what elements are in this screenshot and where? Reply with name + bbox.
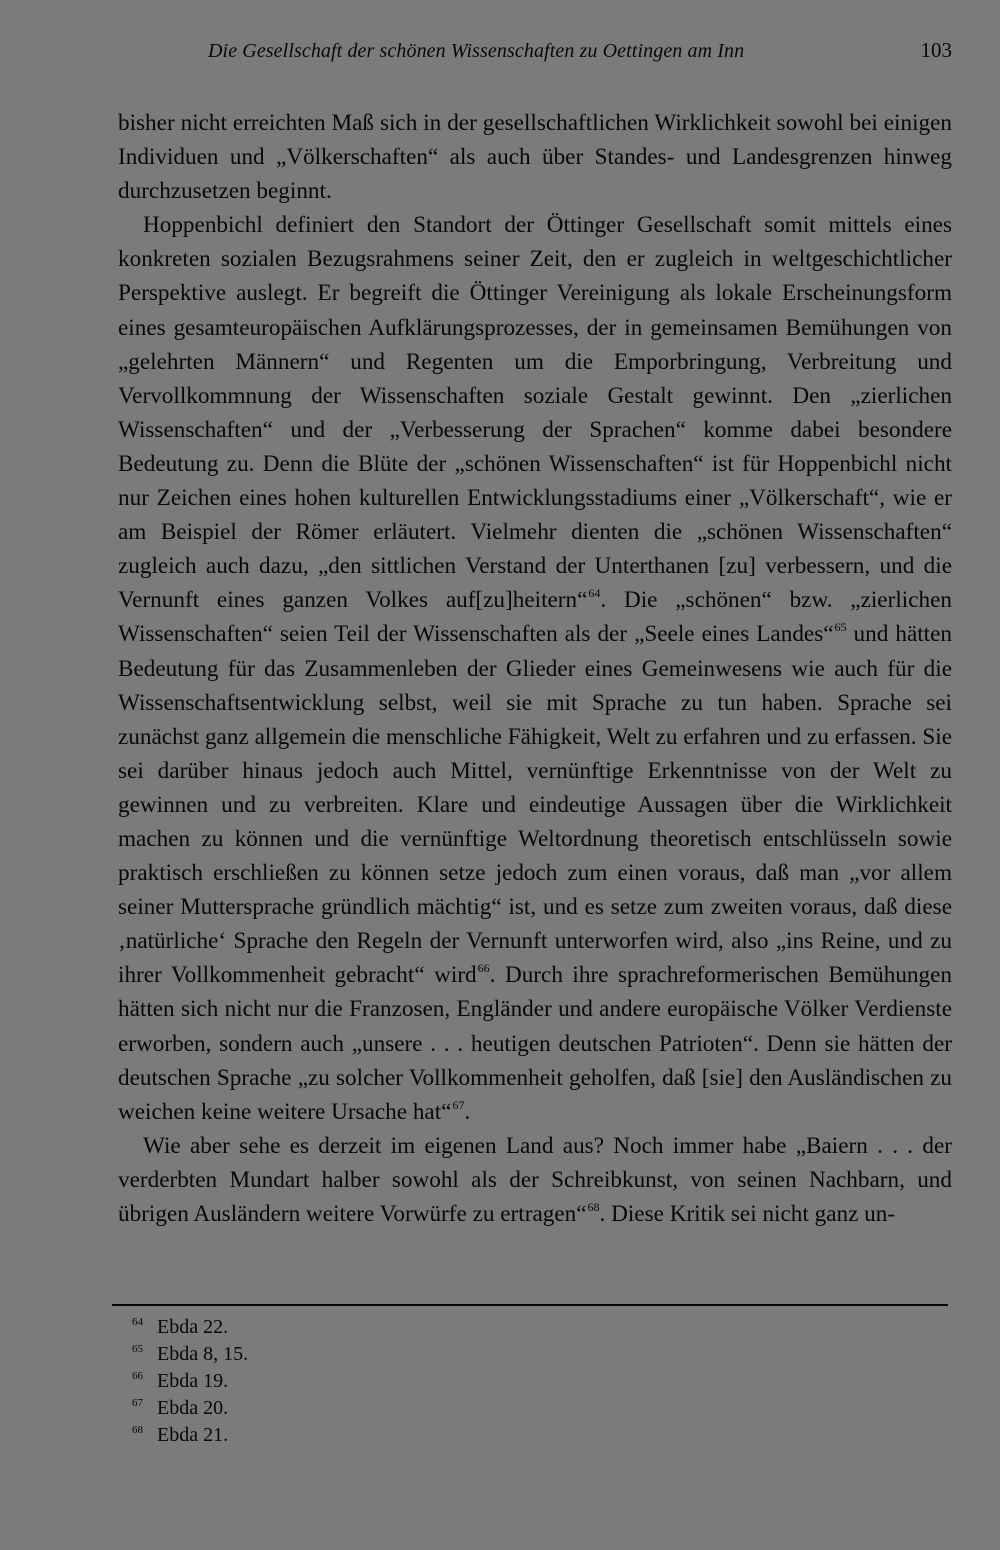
page-number: 103 bbox=[920, 38, 952, 62]
footnote-divider bbox=[112, 1304, 948, 1306]
footnote-mark: 68 bbox=[132, 1424, 143, 1436]
footnote-text: Ebda 8, 15. bbox=[157, 1343, 249, 1365]
paragraph bbox=[118, 208, 952, 1129]
footnote-mark: 64 bbox=[132, 1316, 143, 1328]
footnote-mark: 65 bbox=[132, 1343, 143, 1355]
paragraph-text: . Diese Kritik sei nicht ganz un- bbox=[599, 1201, 896, 1227]
footnote-text: Ebda 20. bbox=[157, 1397, 229, 1419]
footnote-reference: 68 bbox=[587, 1200, 600, 1214]
footnote-text: Ebda 21. bbox=[157, 1424, 229, 1446]
paragraph-text: Wie aber sehe es derzeit im eigenen Land aus? Noch immer habe „Baiern . . . der verderbten Mundart halber sowohl als der Schreibkunst, von seinen Nachbarn, und übrigen Ausländern weitere Vorwürfe zu ertragen“ bbox=[118, 1132, 952, 1227]
footnote-mark: 66 bbox=[132, 1370, 143, 1382]
footnote-text: Ebda 19. bbox=[157, 1370, 229, 1392]
body-text bbox=[118, 106, 952, 1231]
footnote-reference: 67 bbox=[452, 1097, 465, 1112]
paragraph bbox=[118, 1129, 952, 1231]
footnote-mark: 67 bbox=[132, 1397, 143, 1409]
paragraph-text: . Die „schönen“ bzw. „zierlichen Wissenschaften“ seien Teil der Wissenschaften als der „Seele eines Landes“ bbox=[118, 587, 952, 648]
paragraph-text: . bbox=[464, 1098, 471, 1125]
running-title: Die Gesellschaft der schönen Wissenschaften zu Oettingen am Inn bbox=[208, 40, 745, 62]
footnote bbox=[132, 1423, 248, 1450]
paragraph-text: bisher nicht erreichten Maß sich in der gesellschaftlichen Wirklichkeit sowohl bei einigen Individuen und „Völkerschaften“ als auch über Standes- und Landesgrenzen hinweg durchzusetzen beginnt. bbox=[118, 110, 952, 205]
running-head bbox=[118, 38, 952, 68]
paragraph-text: . Durch ihre sprachreformerischen Bemühungen hätten sich nicht nur die Franzosen, Engländer und andere europäische Völker Verdienste erworben, sondern auch „unsere . . . heutigen deutschen Patrioten“. Denn sie hätten der deutschen Sprache „zu solcher Vollkommenheit geholfen, daß [sie] den Ausländischen zu weichen keine weitere Ursache hat“ bbox=[118, 962, 952, 1125]
footnote-reference: 66 bbox=[477, 961, 490, 976]
footnotes bbox=[132, 1315, 248, 1450]
footnote-reference: 65 bbox=[834, 620, 847, 635]
footnote-text: Ebda 22. bbox=[157, 1316, 229, 1338]
paragraph-text: Hoppenbichl definiert den Standort der Öttinger Gesellschaft somit mittels eines konkreten sozialen Bezugsrahmens seiner Zeit, den er zugleich in weltgeschichtlicher Perspektive auslegt. Er begreift die Öttinger Vereinigung als lokale Erscheinungsform eines gesamteuropäischen Aufklärungsprozesses, der in gemeinsamen Bemühungen von „gelehrten Männern“ und Regenten um die Emporbringung, Verbreitung und Vervollkommnung der Wissenschaften soziale Gestalt gewinnt. Den „zierlichen Wissenschaften“ und der „Verbesserung der Sprachen“ komme dabei besondere Bedeutung zu. Denn die Blüte der „schönen Wissenschaften“ ist für Hoppenbichl nicht nur Zeichen eines hohen kulturellen Entwicklungsstadiums einer „Völkerschaft“, wie er am Beispiel der Römer erläutert. Vielmehr dienten die „schönen Wissenschaften“ zugleich auch dazu, „den sittlichen Verstand der Unterthanen [zu] verbessern, und die Vernunft eines ganzen Volkes auf[zu]heitern“ bbox=[118, 212, 952, 614]
footnote-reference: 64 bbox=[588, 586, 601, 601]
paragraph bbox=[118, 106, 952, 208]
paragraph-text: und hätten Bedeutung für das Zusammenleben der Glieder eines Gemeinwesens wie auch für die Wissenschaftsentwicklung selbst, weil sie mit Sprache zu tun haben. Sprache sei zunächst ganz allgemein die menschliche Fähigkeit, Welt zu erfahren und zu erfassen. Sie sei darüber hinaus jedoch auch Mittel, vernünftige Erkenntnisse von der Welt zu gewinnen und zu verbreiten. Klare und eindeutige Aussagen über die Wirklichkeit machen zu können und die vernünftige Weltordnung theoretisch entschlüsseln sowie praktisch erschließen zu können setze jedoch zum einen voraus, daß man „vor allem seiner Muttersprache gründlich mächtig“ ist, und es setze zum zweiten voraus, daß diese ‚natürliche‘ Sprache den Regeln der Vernunft unterworfen wird, also „ins Reine, und zu ihrer Vollkommenheit gebracht“ wird bbox=[118, 621, 953, 989]
